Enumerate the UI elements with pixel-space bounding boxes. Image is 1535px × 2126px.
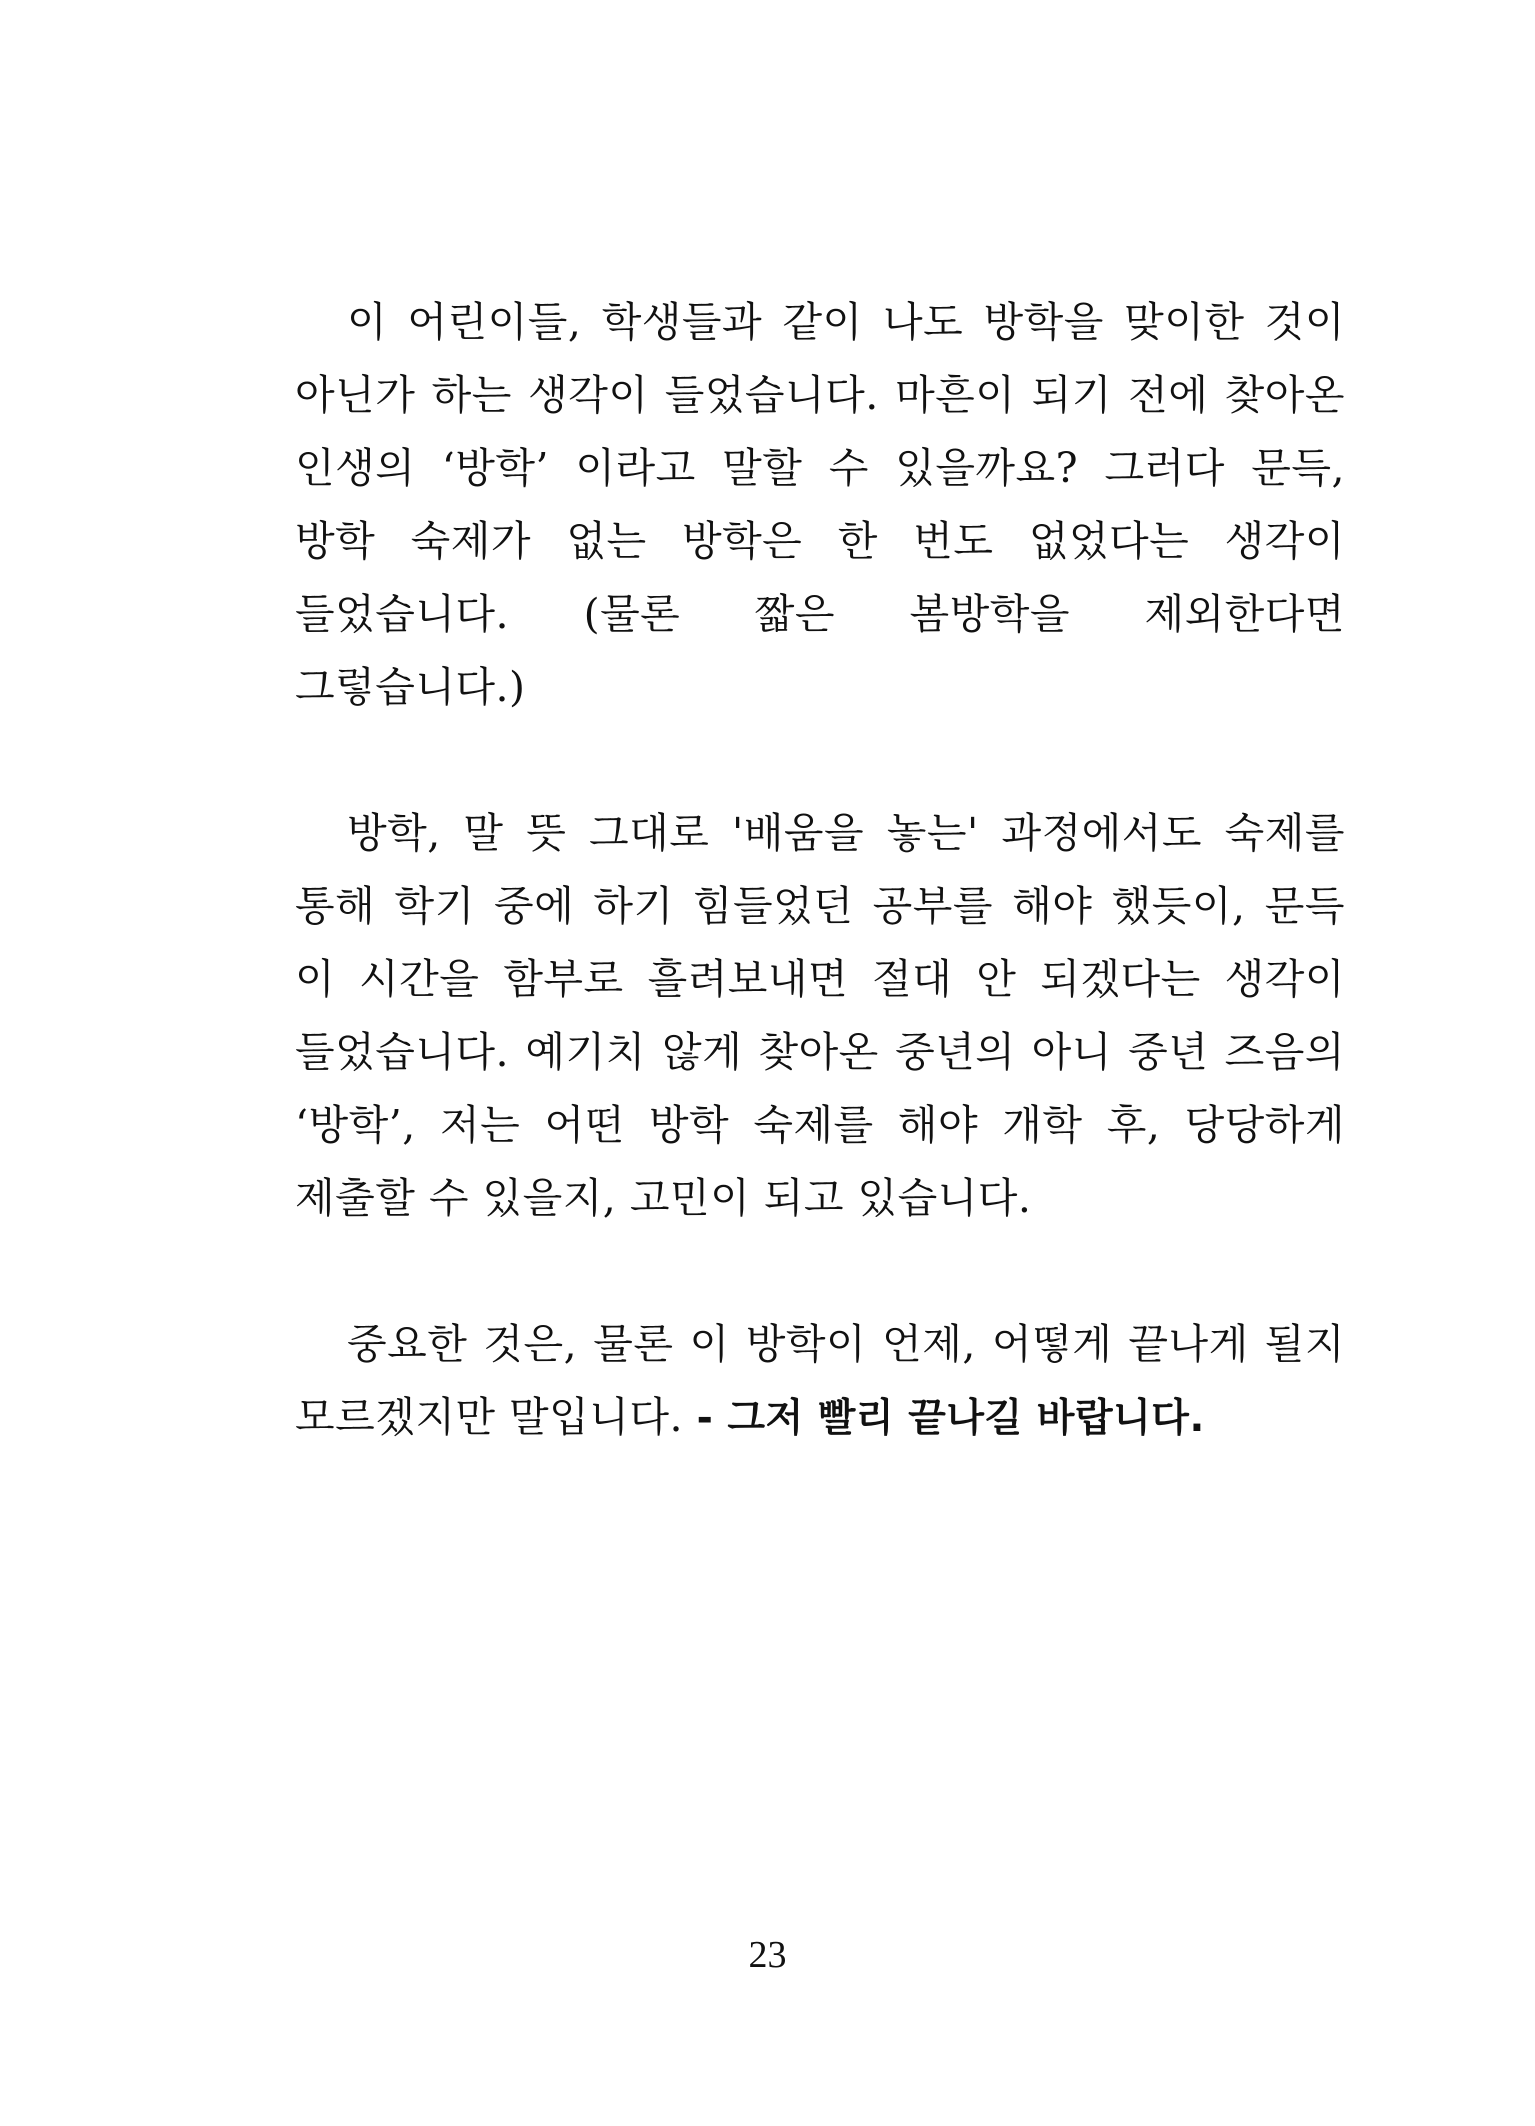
paragraph-1-text: 이 어린이들, 학생들과 같이 나도 방학을 맞이한 것이 아닌가 하는 생각이 들었습니다. 마흔이 되기 전에 찾아온 인생의 ‘방학’ 이라고 말할 수 있을까요? 그러다 문득, 방학 숙제가 없는 방학은 한 번도 없었다는 생각이 들었습니다. (물론 짧은 봄방학을 제외한다면 그렇습니다.)	[295, 298, 1345, 711]
paragraph-2-text: 방학, 말 뜻 그대로 '배움을 놓는' 과정에서도 숙제를 통해 학기 중에 하기 힘들었던 공부를 해야 했듯이, 문득 이 시간을 함부로 흘려보내면 절대 안 되겠다는 생각이 들었습니다. 예기치 않게 찾아온 중년의 아니 중년 즈음의 ‘방학’, 저는 어떤 방학 숙제를 해야 개학 후, 당당하게 제출할 수 있을지, 고민이 되고 있습니다.	[295, 809, 1345, 1222]
paragraph-3	[295, 1308, 1345, 1455]
paragraph-1	[295, 286, 1345, 724]
body-text	[295, 286, 1345, 1455]
paragraph-3-emphasis: - 그저 빨리 끝나길 바랍니다.	[696, 1396, 1205, 1441]
paragraph-3-text: 중요한 것은, 물론 이 방학이 언제, 어떻게 끝나게 될지 모르겠지만 말입니다.	[295, 1320, 1345, 1441]
paragraph-2	[295, 797, 1345, 1235]
page-number: 23	[748, 1934, 787, 1976]
